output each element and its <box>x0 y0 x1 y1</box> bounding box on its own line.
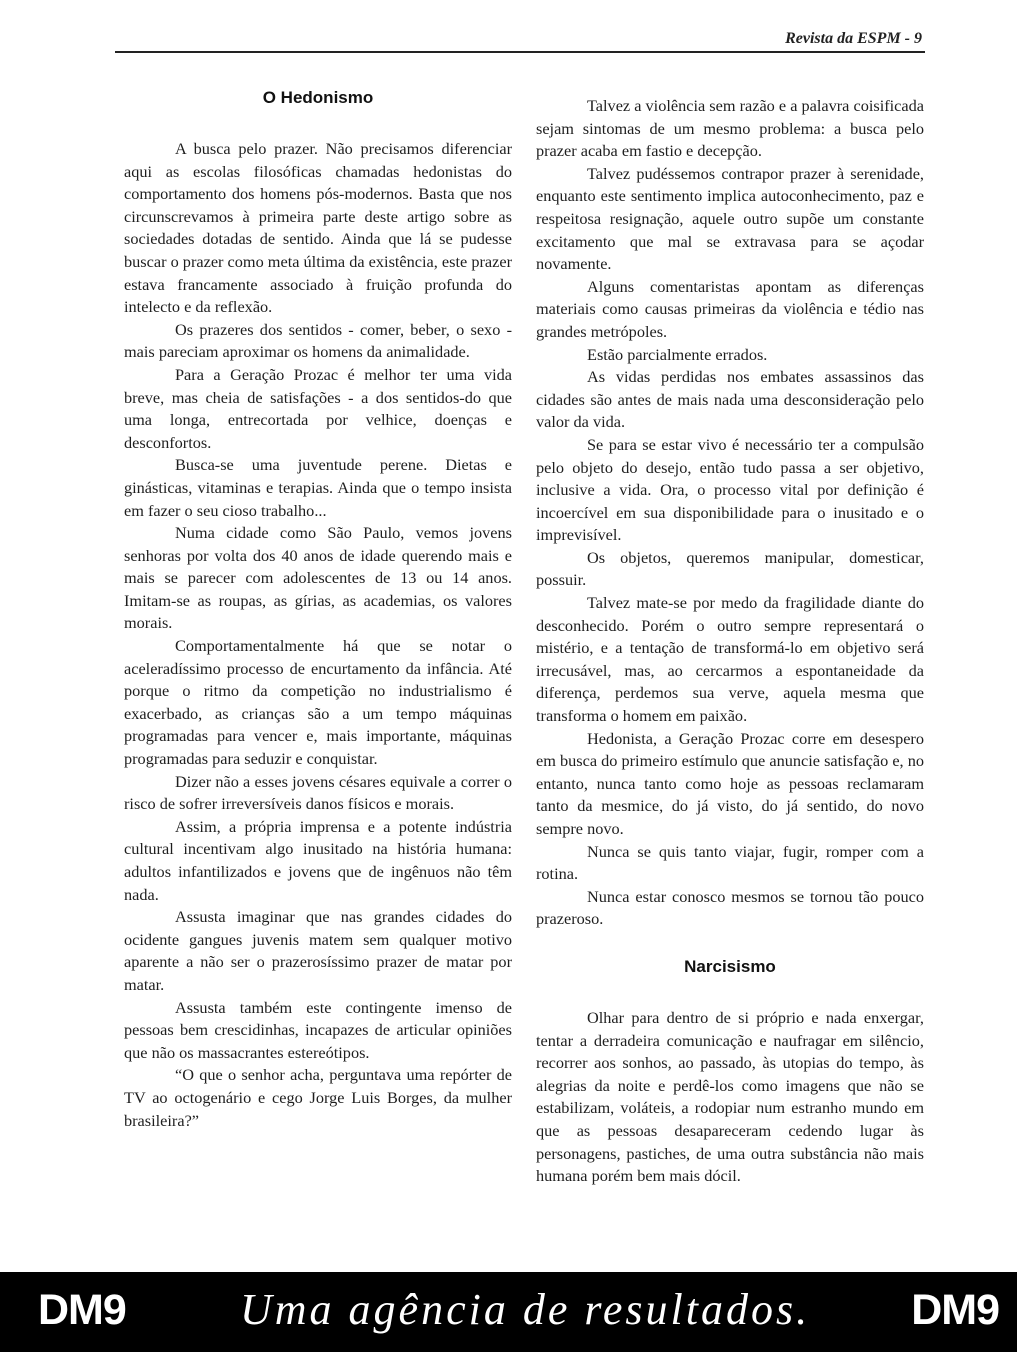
left-column <box>124 88 512 1132</box>
paragraph: Os prazeres dos sentidos - comer, beber, o sexo - mais pareciam aproximar os homens da animalidade. <box>124 319 512 362</box>
paragraph: Busca-se uma juventude perene. Dietas e ginásticas, vitaminas e terapias. Ainda que o tempo insista em fazer o seu cioso trabalho... <box>124 455 512 520</box>
paragraph: Comportamentalmente há que se notar o aceleradíssimo processo de encurtamento da infância. Até porque o ritmo da competição no industrialismo é exacerbado, as crianças são a um tempo máquinas programadas para vencer e, mais importante, máquinas programadas para seduzir e conquistar. <box>124 636 512 769</box>
section-heading-hedonismo: O Hedonismo <box>262 88 374 107</box>
paragraph: Hedonista, a Geração Prozac corre em desespero em busca do primeiro estímulo que anuncie satisfação e, no entanto, nunca tanto como hoje as pessoas reclamaram tanto da mesmice, do já visto, do já sentido, do novo sempre novo. <box>536 728 924 838</box>
paragraph: As vidas perdidas nos embates assassinos das cidades são antes de mais nada uma desconsideração pelo valor da vida. <box>536 367 924 432</box>
paragraph: Nunca estar conosco mesmos se tornou tão pouco prazeroso. <box>536 886 924 929</box>
paragraph: “O que o senhor acha, perguntava uma repórter de TV ao octogenário e cego Jorge Luis Borges, da mulher brasileira?” <box>124 1065 512 1130</box>
section-heading-narcisismo: Narcisismo <box>684 956 776 976</box>
paragraph: Nunca se quis tanto viajar, fugir, romper com a rotina. <box>536 841 924 884</box>
dm9-logo-right: DM9 <box>911 1286 999 1334</box>
journal-page-header: Revista da ESPM - 9 <box>785 30 922 47</box>
paragraph: Estão parcialmente errados. <box>587 344 768 364</box>
paragraph: Dizer não a esses jovens césares equivale a correr o risco de sofrer irreversíveis danos físicos e morais. <box>124 771 512 814</box>
paragraph: Se para se estar vivo é necessário ter a compulsão pelo objeto do desejo, então tudo passa a ser objetivo, inclusive a vida. Ora, o processo vital por definição é incoercível em sua disponibilidade para o inusitado e o imprevisível. <box>536 434 924 545</box>
footer-ad-banner <box>0 1272 1017 1352</box>
paragraph: Talvez mate-se por medo da fragilidade diante do desconhecido. Porém o outro sempre representará o mistério, e a tentação de transformá-lo em objetivo será irrecusável, mas, ao cercarmos a espontaneidade da diferença, perdemos sua verve, aquela mesma que transforma o homem em paixão. <box>536 593 924 726</box>
paragraph: Alguns comentaristas apontam as diferenças materiais como causas primeiras da violência e tédio nas grandes metrópoles. <box>536 276 924 341</box>
paragraph: Para a Geração Prozac é melhor ter uma vida breve, mas cheia de satisfações - a dos sentidos-do que uma longa, entrecortada por velhice, doenças e desconfortos. <box>124 364 512 452</box>
paragraph: Talvez pudéssemos contrapor prazer à serenidade, enquanto este sentimento implica autoconhecimento, paz e respeitosa resignação, aquele outro supõe um constante excitamento que mal se extravasa para se açodar novamente. <box>536 163 924 274</box>
ad-slogan: Uma agência de resultados. <box>240 1285 811 1334</box>
paragraph: Numa cidade como São Paulo, vemos jovens senhoras por volta dos 40 anos de idade querendo mais e mais se parecer com adolescentes de 13 ou 14 anos. Imitam-se as roupas, as gírias, as academias, os valores morais. <box>124 523 512 633</box>
section-spacer <box>536 931 924 957</box>
paragraph: A busca pelo prazer. Não precisamos diferenciar aqui as escolas filosóficas chamadas hedonistas do comportamento dos homens pós-modernos. Basta que nos circunscrevamos à primeira parte deste artigo sobre as sociedades dotadas de sentido. Ainda que lá se pudesse buscar o prazer como meta última da existência, este prazer estava francamente associado à fruição profunda do intelecto e da reflexão. <box>124 139 512 317</box>
paragraph: Os objetos, queremos manipular, domesticar, possuir. <box>536 547 924 590</box>
paragraph: Assusta também este contingente imenso de pessoas bem crescidinhas, incapazes de articular opiniões que não os massacrantes estereótipos. <box>124 997 512 1062</box>
header-rule <box>115 51 925 53</box>
paragraph: Talvez a violência sem razão e a palavra coisificada sejam sintomas de um mesmo problema: a busca pelo prazer acaba em fastio e decepção. <box>536 96 924 161</box>
paragraph: Assim, a própria imprensa e a potente indústria cultural incentivam algo inusitado na história humana: adultos infantilizados e jovens que de ingênuos não têm nada. <box>124 816 512 904</box>
paragraph: Assusta imaginar que nas grandes cidades do ocidente gangues juvenis matem sem qualquer motivo aparente a não ser o prazerosíssimo prazer de matar por matar. <box>124 907 512 994</box>
dm9-logo-left: DM9 <box>38 1286 126 1334</box>
paragraph: Olhar para dentro de si próprio e nada enxergar, tentar a derradeira comunicação e naufragar em silêncio, recorrer aos sonhos, ao passado, às utopias do tempo, às alegrias da noite e perdê-los como imagens que não se estabilizam, voláteis, a rodopiar num estranho mundo em que as pessoas desapareceram cedendo lugar às personagens, pastiches, de uma outra substância não mais humana porém bem mais dócil. <box>536 1007 924 1186</box>
right-column <box>536 95 924 1188</box>
